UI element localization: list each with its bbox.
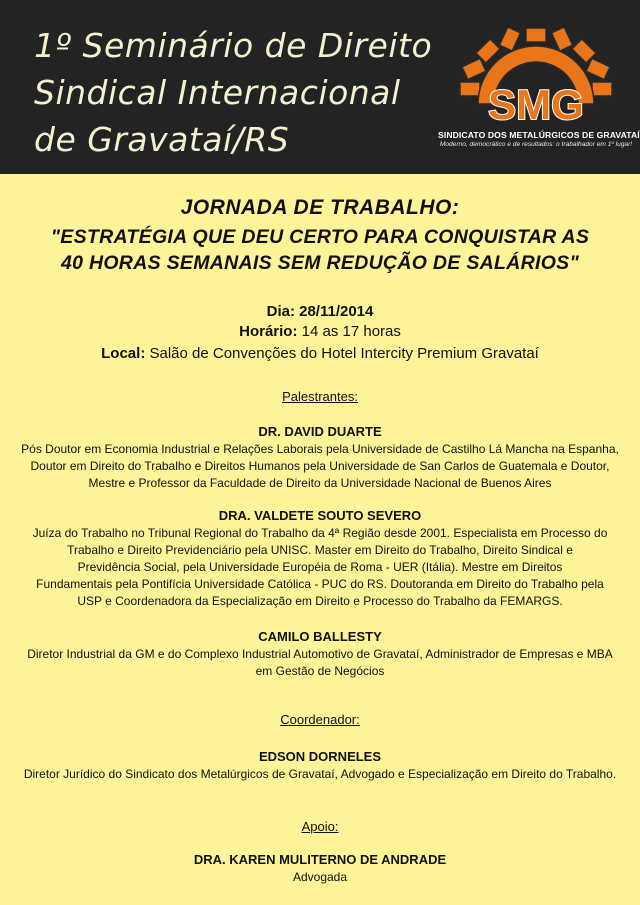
speaker-bio-line: Previdência Social, pela Universidade Européia de Roma - UER (Itália). Mestre em Direitos — [77, 560, 563, 574]
support-name: DRA. KAREN MULITERNO DE ANDRADE — [193, 852, 447, 867]
event-subject-line: 40 HORAS SEMANAIS SEM REDUÇÃO DE SALÁRIOS" — [60, 252, 580, 274]
logo-text: SMG — [488, 81, 584, 128]
speaker-bio — [20, 525, 620, 610]
event-title-line: Sindical Internacional — [34, 73, 401, 112]
event-subject-line: "ESTRATÉGIA QUE DEU CERTO PARA CONQUISTAR AS — [50, 226, 590, 248]
coordinator-bio — [20, 766, 620, 783]
event-date-label: Dia: 28/11/2014 — [266, 303, 374, 320]
event-time-label: Horário: — [239, 323, 298, 340]
event-place-value: Salão de Convenções do Hotel Intercity Premium Gravataí — [145, 345, 539, 362]
event-time-value: 14 as 17 horas — [297, 323, 401, 340]
speaker-bio-line: USP e Coordenadora da Especialização em Direito e Processo do Trabalho da FEMARGS. — [77, 594, 563, 608]
speaker-bio — [20, 441, 620, 492]
support-label: Apoio: — [301, 819, 339, 834]
speaker-bio-line: Fundamentais pela Pontifícia Universidade Católica - PUC do RS. Doutoranda em Direito do Trabalho pela — [36, 577, 604, 591]
speaker-bio-line: em Gestão de Negócios — [255, 664, 385, 678]
speaker-bio-line: Pós Doutor em Economia Industrial e Relações Laborais pela Universidade de Castilho Lá Mancha na Espanha, — [21, 442, 619, 456]
event-date — [0, 302, 640, 322]
event-title-line: 1º Seminário de Direito — [34, 26, 433, 65]
speaker-bio-line: Diretor Industrial da GM e do Complexo Industrial Automotivo de Gravataí, Administrador de Empresas e MBA — [27, 647, 613, 661]
event-title — [34, 22, 454, 163]
event-heading: JORNADA DE TRABALHO: — [180, 196, 460, 219]
speaker-name: DRA. VALDETE SOUTO SEVERO — [218, 508, 422, 523]
speaker-bio-line: Trabalho e Direito Previdenciário pela UNISC. Master em Direito do Trabalho, Direito Sindical e — [67, 543, 573, 557]
support-role: Advogada — [292, 870, 348, 884]
event-time — [0, 322, 640, 342]
event-subject — [20, 224, 620, 276]
speaker-bio-line: Mestre e Professor da Faculdade de Direito da Universidade Nacional de Buenos Aires — [88, 476, 552, 490]
coordinator-name: EDSON DORNELES — [258, 749, 382, 764]
speakers-label: Palestrantes: — [282, 389, 358, 404]
speaker-name: CAMILO BALLESTY — [258, 629, 382, 644]
event-title-line: de Gravataí/RS — [34, 120, 290, 159]
smg-logo — [438, 28, 640, 158]
coordinator-bio-line: Diretor Jurídico do Sindicato dos Metalúrgicos de Gravataí, Advogado e Especialização em Direito do Trabalho. — [23, 767, 617, 781]
event-place — [0, 344, 640, 364]
speaker-bio-line: Juíza do Trabalho no Tribunal Regional do Trabalho da 4ª Região desde 2001. Especialista em Processo do — [32, 526, 608, 540]
logo-slogan: Moderno, democrático e de resultados: o trabalhador em 1º lugar! — [439, 141, 633, 148]
gear-logo-icon — [438, 28, 634, 132]
event-place-label: Local: — [101, 345, 146, 362]
speaker-name: DR. DAVID DUARTE — [258, 424, 382, 439]
speaker-bio — [20, 646, 620, 680]
header-banner — [0, 0, 640, 174]
coordinator-label: Coordenador: — [280, 712, 360, 727]
speaker-bio-line: Doutor em Direito do Trabalho e Direitos Humanos pela Universidade de San Carlos de Guatemala e Doutor, — [30, 459, 610, 473]
logo-union-name: SINDICATO DOS METALÚRGICOS DE GRAVATAÍ — [438, 130, 640, 140]
